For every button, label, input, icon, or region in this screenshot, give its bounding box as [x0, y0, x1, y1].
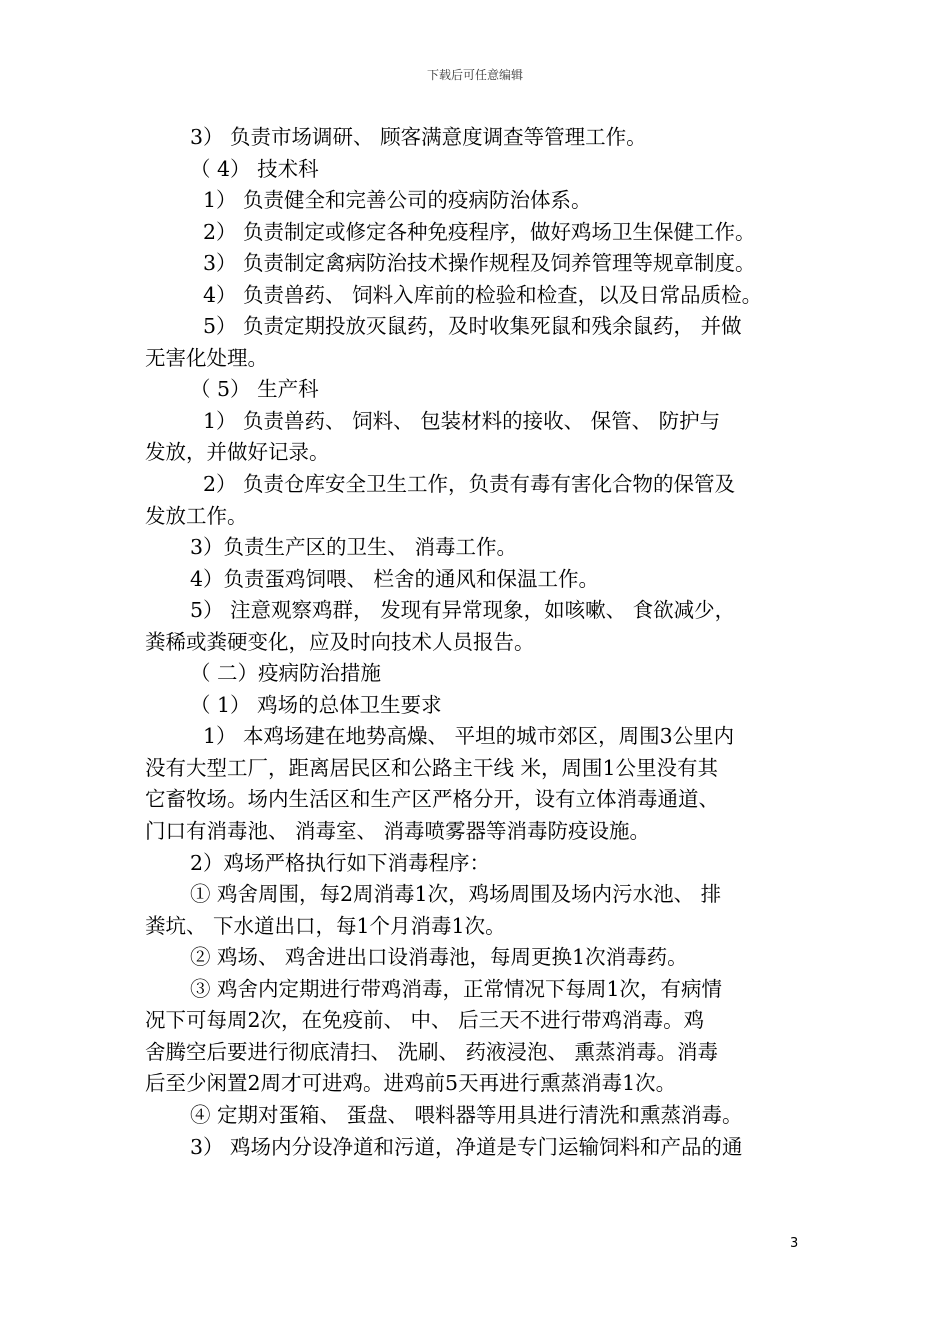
- section-heading: （ 5） 生产科: [190, 377, 319, 402]
- text-line: 无害化处理。: [145, 345, 268, 370]
- text-line: 粪坑、 下水道出口，每1个月消毒1次。: [145, 913, 506, 938]
- text-line: ④ 定期对蛋箱、 蛋盘、 喂料器等用具进行清洗和熏蒸消毒。: [190, 1102, 743, 1127]
- document-body: [145, 122, 810, 1163]
- text-line: 粪稀或粪硬变化，应及时向技术人员报告。: [145, 629, 535, 654]
- text-line: 3） 负责市场调研、 顾客满意度调查等管理工作。: [190, 125, 647, 149]
- text-line: 4）负责蛋鸡饲喂、 栏舍的通风和保温工作。: [190, 566, 600, 591]
- text-line: ② 鸡场、 鸡舍进出口设消毒池，每周更换1次消毒药。: [190, 945, 688, 970]
- text-line: 后至少闲置2周才可进鸡。进鸡前5天再进行熏蒸消毒1次。: [145, 1071, 677, 1096]
- text-line: 发放工作。: [145, 503, 248, 528]
- text-line: 4） 负责兽药、 饲料入库前的检验和检查，以及日常品质检。: [203, 282, 763, 307]
- text-line: 3）负责生产区的卫生、 消毒工作。: [190, 535, 518, 560]
- text-line: 2） 负责制定或修定各种免疫程序，做好鸡场卫生保健工作。: [203, 219, 756, 244]
- text-line: 发放，并做好记录。: [145, 440, 330, 465]
- text-line: 2） 负责仓库安全卫生工作，负责有毒有害化合物的保管及: [203, 472, 736, 497]
- section-heading: （ 1） 鸡场的总体卫生要求: [190, 692, 442, 717]
- text-line: 没有大型工厂，距离居民区和公路主干线 米，周围1公里没有其: [145, 755, 719, 780]
- text-line: ③ 鸡舍内定期进行带鸡消毒，正常情况下每周1次，有病情: [190, 976, 723, 1001]
- text-line: 舍腾空后要进行彻底清扫、 洗刷、 药液浸泡、 熏蒸消毒。消毒: [145, 1039, 719, 1064]
- page-number: 3: [790, 1236, 799, 1251]
- text-line: 5） 负责定期投放灭鼠药，及时收集死鼠和残余鼠药， 并做: [203, 314, 742, 339]
- text-line: 5） 注意观察鸡群， 发现有异常现象，如咳嗽、 食欲减少，: [190, 598, 736, 623]
- text-line: 2）鸡场严格执行如下消毒程序：: [190, 850, 491, 875]
- text-line: 1） 负责兽药、 饲料、 包装材料的接收、 保管、 防护与: [203, 408, 721, 433]
- text-line: 1） 负责健全和完善公司的疫病防治体系。: [203, 188, 592, 213]
- text-line: 1） 本鸡场建在地势高燥、 平坦的城市郊区，周围3公里内: [203, 724, 735, 749]
- text-line: 门口有消毒池、 消毒室、 消毒喷雾器等消毒防疫设施。: [145, 819, 651, 844]
- section-heading: （ 二）疫病防治措施: [190, 661, 382, 686]
- section-heading: （ 4） 技术科: [190, 156, 319, 181]
- text-line: ① 鸡舍周围，每2周消毒1次，鸡场周围及场内污水池、 排: [190, 882, 722, 907]
- page-header: 下载后可任意编辑: [426, 68, 523, 82]
- text-line: 3） 鸡场内分设净道和污道，净道是专门运输饲料和产品的通: [190, 1134, 743, 1159]
- text-line: 3） 负责制定禽病防治技术操作规程及饲养管理等规章制度。: [203, 251, 756, 276]
- text-line: 它畜牧场。场内生活区和生产区严格分开，设有立体消毒通道、: [145, 787, 719, 812]
- text-line: 况下可每周2次，在免疫前、 中、 后三天不进行带鸡消毒。鸡: [145, 1008, 705, 1033]
